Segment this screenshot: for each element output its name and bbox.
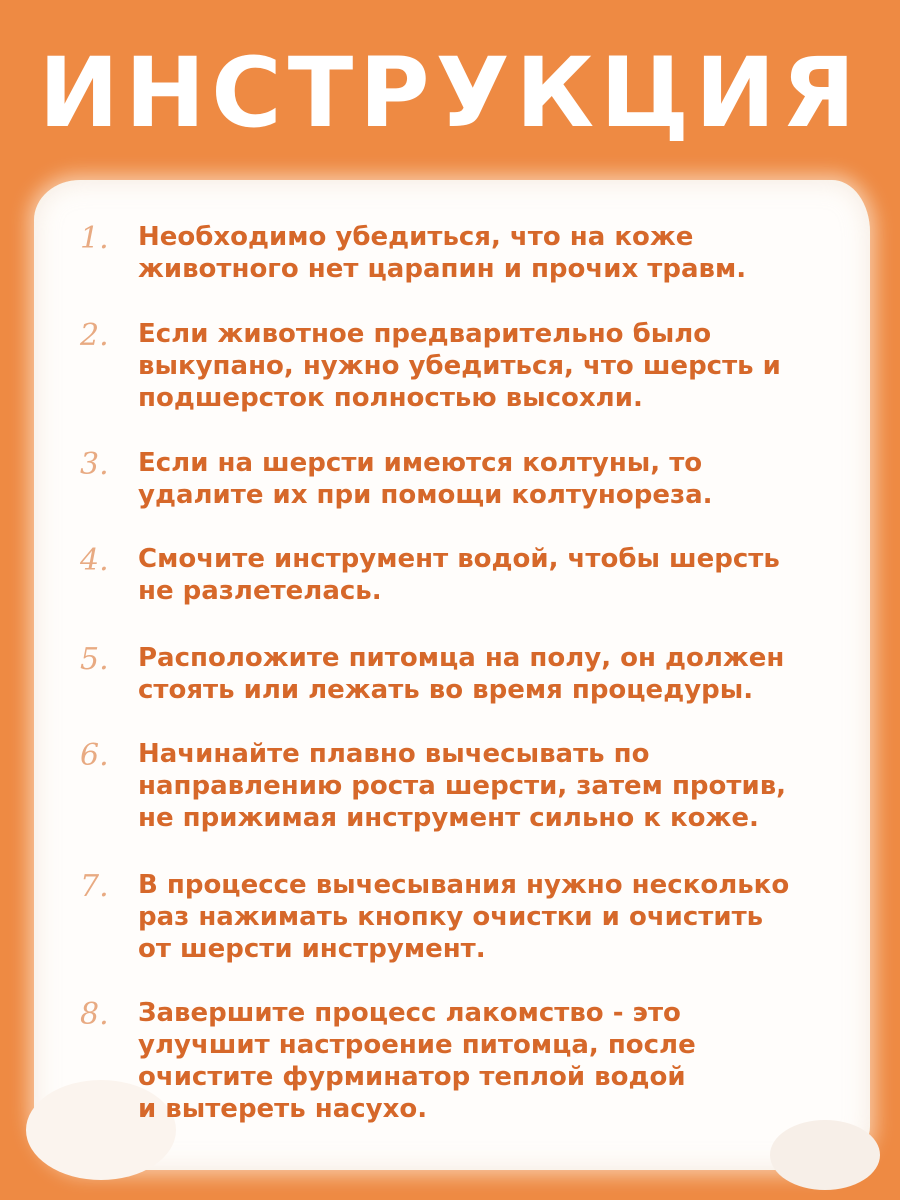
step-number: 2. <box>80 318 109 353</box>
step-text-line: Завершите процесс лакомство - это <box>138 998 681 1028</box>
step-number: 4. <box>80 543 109 578</box>
step-text <box>138 318 858 414</box>
step-text-line: от шерсти инструмент. <box>138 934 486 964</box>
step-text <box>138 221 858 285</box>
step-text-line: животного нет царапин и прочих травм. <box>138 254 747 284</box>
step-text-line: Необходимо убедиться, что на коже <box>138 222 694 252</box>
step-text-line: очистите фурминатор теплой водой <box>138 1062 686 1092</box>
step-number: 1. <box>80 221 109 256</box>
step-text-line: удалите их при помощи колтунореза. <box>138 480 713 510</box>
step-text-line: улучшит настроение питомца, после <box>138 1030 696 1060</box>
step-text <box>138 997 858 1125</box>
step-text <box>138 642 858 706</box>
step-text <box>138 447 858 511</box>
step-text-line: Расположите питомца на полу, он должен <box>138 643 785 673</box>
step-text-line: направлению роста шерсти, затем против, <box>138 771 787 801</box>
step-text-line: раз нажимать кнопку очистки и очистить <box>138 902 764 932</box>
step-text-line: и вытереть насухо. <box>138 1094 428 1124</box>
step-text-line: подшерсток полностью высохли. <box>138 383 643 413</box>
step-text-line: выкупано, нужно убедиться, что шерсть и <box>138 351 781 381</box>
step-number: 3. <box>80 447 109 482</box>
step-text-line: Смочите инструмент водой, чтобы шерсть <box>138 544 780 574</box>
step-text-line: стоять или лежать во время процедуры. <box>138 675 754 705</box>
step-number: 5. <box>80 642 109 677</box>
step-number: 7. <box>80 869 109 904</box>
step-text-line: Если на шерсти имеются колтуны, то <box>138 448 703 478</box>
step-text-line: Начинайте плавно вычесывать по <box>138 739 650 769</box>
step-number: 8. <box>80 997 109 1032</box>
step-text <box>138 869 858 965</box>
step-number: 6. <box>80 738 109 773</box>
step-text <box>138 738 858 834</box>
step-text <box>138 543 858 607</box>
page-title: ИНСТРУКЦИЯ <box>38 37 862 149</box>
step-text-line: не разлетелась. <box>138 576 382 606</box>
step-text-line: Если животное предварительно было <box>138 319 712 349</box>
step-text-line: В процессе вычесывания нужно несколько <box>138 870 790 900</box>
step-text-line: не прижимая инструмент сильно к коже. <box>138 803 759 833</box>
